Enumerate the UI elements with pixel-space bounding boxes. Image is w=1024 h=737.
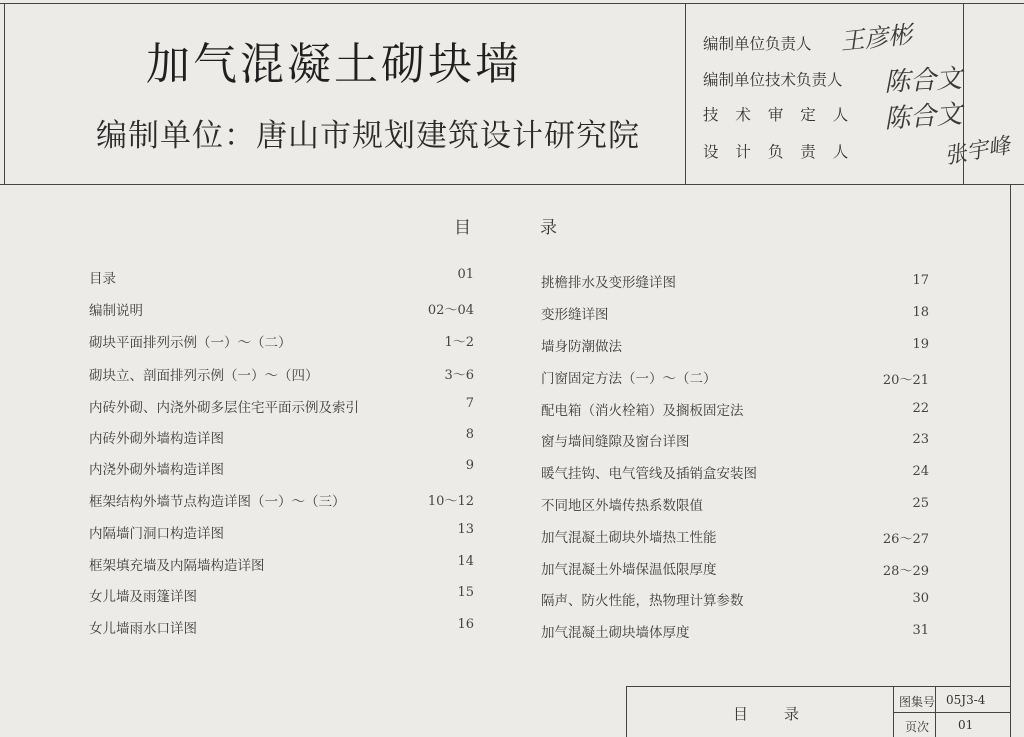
toc-page-number: 13 xyxy=(457,522,474,537)
title-block-row-divider xyxy=(893,712,1010,713)
toc-page-number: 25 xyxy=(912,496,929,511)
toc-entry: 门窗固定方法（一）～（二） xyxy=(541,371,717,387)
toc-page-number: 23 xyxy=(912,432,929,447)
toc-entry: 加气混凝土砌块外墙热工性能 xyxy=(541,530,717,546)
toc-entry: 内隔墙门洞口构造详图 xyxy=(89,526,224,542)
header-top-border xyxy=(0,3,1024,4)
toc-page-number: 18 xyxy=(912,305,929,320)
toc-page-number: 02～04 xyxy=(427,303,474,318)
page-number: 01 xyxy=(958,718,974,732)
toc-page-number: 3～6 xyxy=(444,368,474,383)
org-line xyxy=(96,110,640,155)
toc-entry: 目录 xyxy=(89,271,116,287)
toc-page-number: 26～27 xyxy=(882,532,929,547)
atlas-number-label: 图集号 xyxy=(899,695,936,709)
toc-page-number: 24 xyxy=(912,464,929,479)
toc-entry: 加气混凝土砌块墙体厚度 xyxy=(541,625,690,641)
title-block-left-border xyxy=(626,686,627,737)
org-name: 唐山市规划建筑设计研究院 xyxy=(256,118,640,154)
toc-entry: 窗与墙间缝隙及窗台详图 xyxy=(541,434,690,450)
header-left-border xyxy=(4,3,5,185)
signatory-role: 编制单位技术负责人 xyxy=(703,71,843,89)
title-block-top-border xyxy=(626,686,1010,687)
signature: 陈合文 xyxy=(883,99,964,135)
toc-page-number: 28～29 xyxy=(882,564,929,579)
toc-page-number: 10～12 xyxy=(427,494,474,509)
toc-page-number: 20～21 xyxy=(882,373,929,388)
toc-entry: 框架填充墙及内隔墙构造详图 xyxy=(89,558,265,574)
toc-page-number: 19 xyxy=(912,337,929,352)
signatory-role: 编制单位负责人 xyxy=(703,35,812,53)
toc-entry: 变形缝详图 xyxy=(541,307,609,323)
toc-page-number: 01 xyxy=(457,267,474,282)
toc-heading-left: 目 xyxy=(454,218,471,238)
toc-entry: 砌块立、剖面排列示例（一）～（四） xyxy=(89,368,319,384)
toc-entry: 隔声、防火性能，热物理计算参数 xyxy=(541,593,744,609)
signature: 陈合文 xyxy=(883,63,963,99)
toc-heading-right: 录 xyxy=(540,218,557,238)
toc-page-number: 14 xyxy=(457,554,474,569)
toc-entry: 加气混凝土外墙保温低限厚度 xyxy=(541,562,717,578)
toc-entry: 内浇外砌外墙构造详图 xyxy=(89,462,224,478)
signatory-role: 设 计 负 责 人 xyxy=(703,143,855,161)
toc-entry: 暖气挂钩、电气管线及插销盒安装图 xyxy=(541,466,757,482)
toc-entry: 女儿墙雨水口详图 xyxy=(89,621,197,637)
toc-entry: 内砖外砌外墙构造详图 xyxy=(89,431,224,447)
org-label: 编制单位： xyxy=(96,118,256,154)
signatory-divider xyxy=(685,3,686,185)
toc-page-number: 9 xyxy=(465,458,474,473)
signatory-role: 技 术 审 定 人 xyxy=(703,106,855,124)
toc-page-number: 7 xyxy=(465,396,474,411)
toc-entry: 砌块平面排列示例（一）～（二） xyxy=(89,335,292,351)
toc-entry: 墙身防潮做法 xyxy=(541,339,622,355)
toc-page-number: 30 xyxy=(912,591,929,606)
toc-entry: 配电箱（消火栓箱）及搁板固定法 xyxy=(541,403,744,419)
toc-page-number: 1～2 xyxy=(444,335,474,350)
header-bottom-border xyxy=(0,184,1024,185)
toc-page-number: 31 xyxy=(912,623,929,638)
toc-page-number: 22 xyxy=(912,401,929,416)
body-right-border xyxy=(1010,184,1011,737)
signature: 王彦彬 xyxy=(838,20,914,56)
title-block-name: 目 xyxy=(733,705,749,723)
toc-entry: 编制说明 xyxy=(89,303,143,319)
toc-entry: 女儿墙及雨篷详图 xyxy=(89,589,197,605)
toc-entry: 挑檐排水及变形缝详图 xyxy=(541,275,676,291)
toc-page-number: 16 xyxy=(457,617,474,632)
toc-entry: 不同地区外墙传热系数限值 xyxy=(541,498,703,514)
page-title: 加气混凝土砌块墙 xyxy=(146,39,522,90)
toc-page-number: 8 xyxy=(465,427,474,442)
page-number-label: 页次 xyxy=(905,720,930,734)
toc-entry: 内砖外砌、内浇外砌多层住宅平面示例及索引 xyxy=(89,400,359,416)
toc-page-number: 17 xyxy=(912,273,929,288)
signature: 张宇峰 xyxy=(942,133,1013,170)
toc-page-number: 15 xyxy=(457,585,474,600)
title-block-name: 录 xyxy=(784,705,800,723)
toc-entry: 框架结构外墙节点构造详图（一）～（三） xyxy=(89,494,346,510)
atlas-number: 05J3-4 xyxy=(946,693,986,707)
